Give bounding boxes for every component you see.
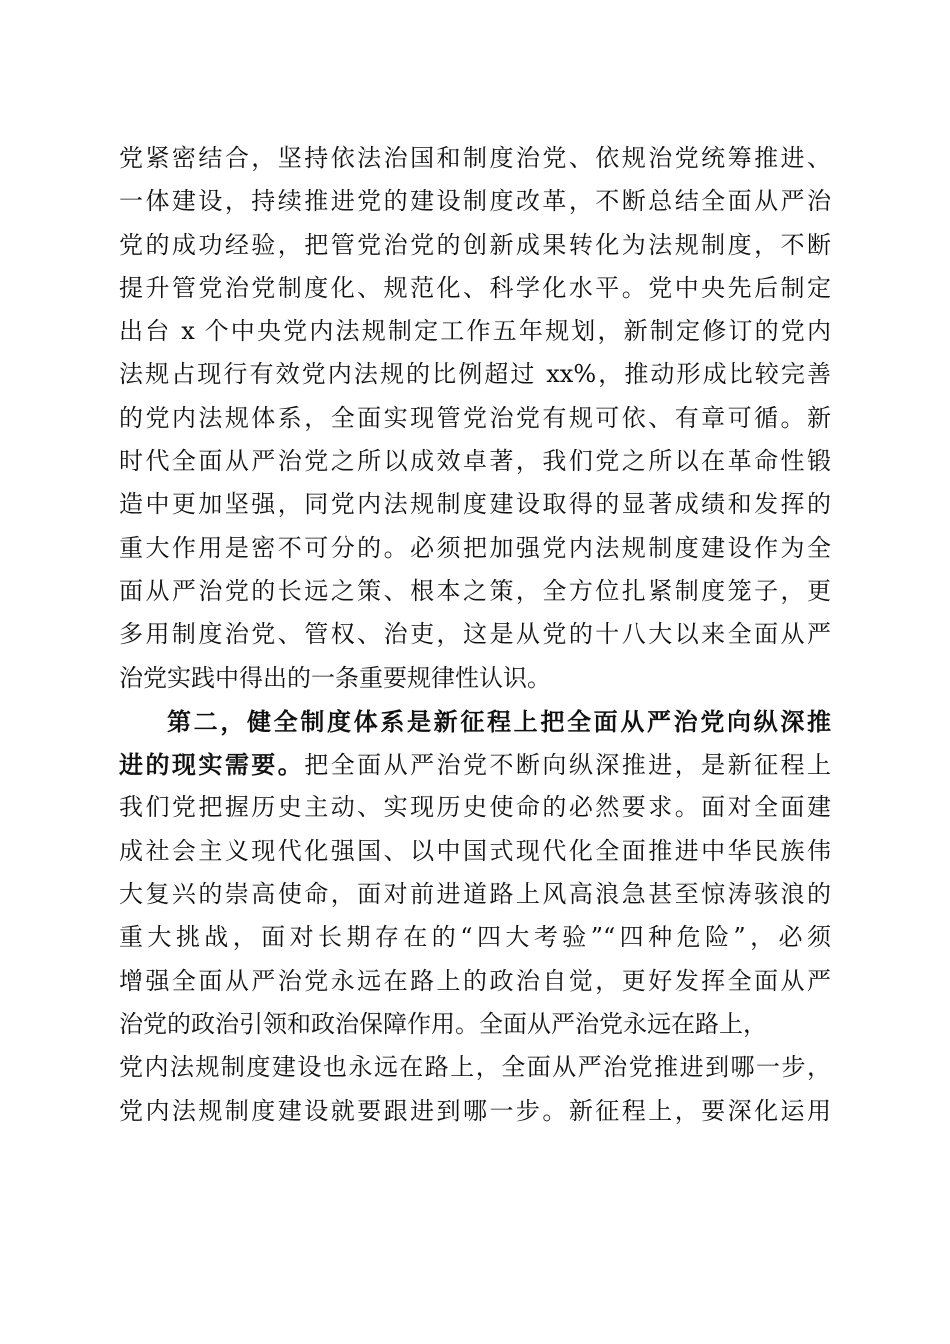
section-heading-line: 第二，健全制度体系是新征程上把全面从严治党向纵深推: [167, 706, 831, 736]
text-line: 提升管党治党制度化、规范化、科学化水平。党中央先后制定: [119, 273, 831, 302]
text-line: 重大挑战，面对长期存在的“四大考验”“四种危险”，必须: [119, 923, 831, 952]
text-line: 多用制度治党、管权、治吏，这是从党的十八大以来全面从严: [119, 620, 831, 649]
text-line: 一体建设，持续推进党的建设制度改革，不断总结全面从严治: [119, 187, 831, 216]
text-line: 面从严治党的长远之策、根本之策，全方位扎紧制度笼子，更: [119, 576, 831, 605]
text-line: 治党的政治引领和政治保障作用。全面从严治党永远在路上，: [119, 1009, 767, 1038]
document-body: [119, 137, 831, 1133]
text-line: 造中更加坚强，同党内法规制度建设取得的显著成绩和发挥的: [119, 490, 831, 519]
text-line: 出台 x 个中央党内法规制定工作五年规划，新制定修订的党内: [119, 317, 831, 346]
text-line: 法规占现行有效党内法规的比例超过 xx%，推动形成比较完善: [119, 360, 831, 389]
text-line: 大复兴的崇高使命，面对前进道路上风高浪急甚至惊涛骇浪的: [119, 880, 831, 909]
paragraph-2: [119, 700, 831, 1133]
text-span: 把全面从严治党不断向纵深推进，是新征程上: [304, 751, 832, 780]
text-line: 党内法规制度建设就要跟进到哪一步。新征程上，要深化运用: [119, 1096, 831, 1125]
text-line: 我们党把握历史主动、实现历史使命的必然要求。面对全面建: [119, 793, 831, 822]
text-line: 党内法规制度建设也永远在路上，全面从严治党推进到哪一步，: [119, 1053, 831, 1082]
section-heading-end: 进的现实需要。: [119, 750, 305, 780]
text-line: 增强全面从严治党永远在路上的政治自觉，更好发挥全面从严: [119, 966, 831, 995]
text-line: 治党实践中得出的一条重要规律性认识。: [119, 663, 551, 692]
text-line: 党的成功经验，把管党治党的创新成果转化为法规制度，不断: [119, 230, 831, 259]
text-line: [119, 743, 831, 786]
text-line: 成社会主义现代化强国、以中国式现代化全面推进中华民族伟: [119, 836, 831, 865]
text-line: 时代全面从严治党之所以成效卓著，我们党之所以在革命性锻: [119, 447, 831, 476]
text-line: 党紧密结合，坚持依法治国和制度治党、依规治党统筹推进、: [119, 144, 831, 172]
text-line: 的党内法规体系，全面实现管党治党有规可依、有章可循。新: [119, 403, 831, 432]
text-line: 重大作用是密不可分的。必须把加强党内法规制度建设作为全: [119, 533, 831, 562]
paragraph-1: [119, 137, 831, 700]
